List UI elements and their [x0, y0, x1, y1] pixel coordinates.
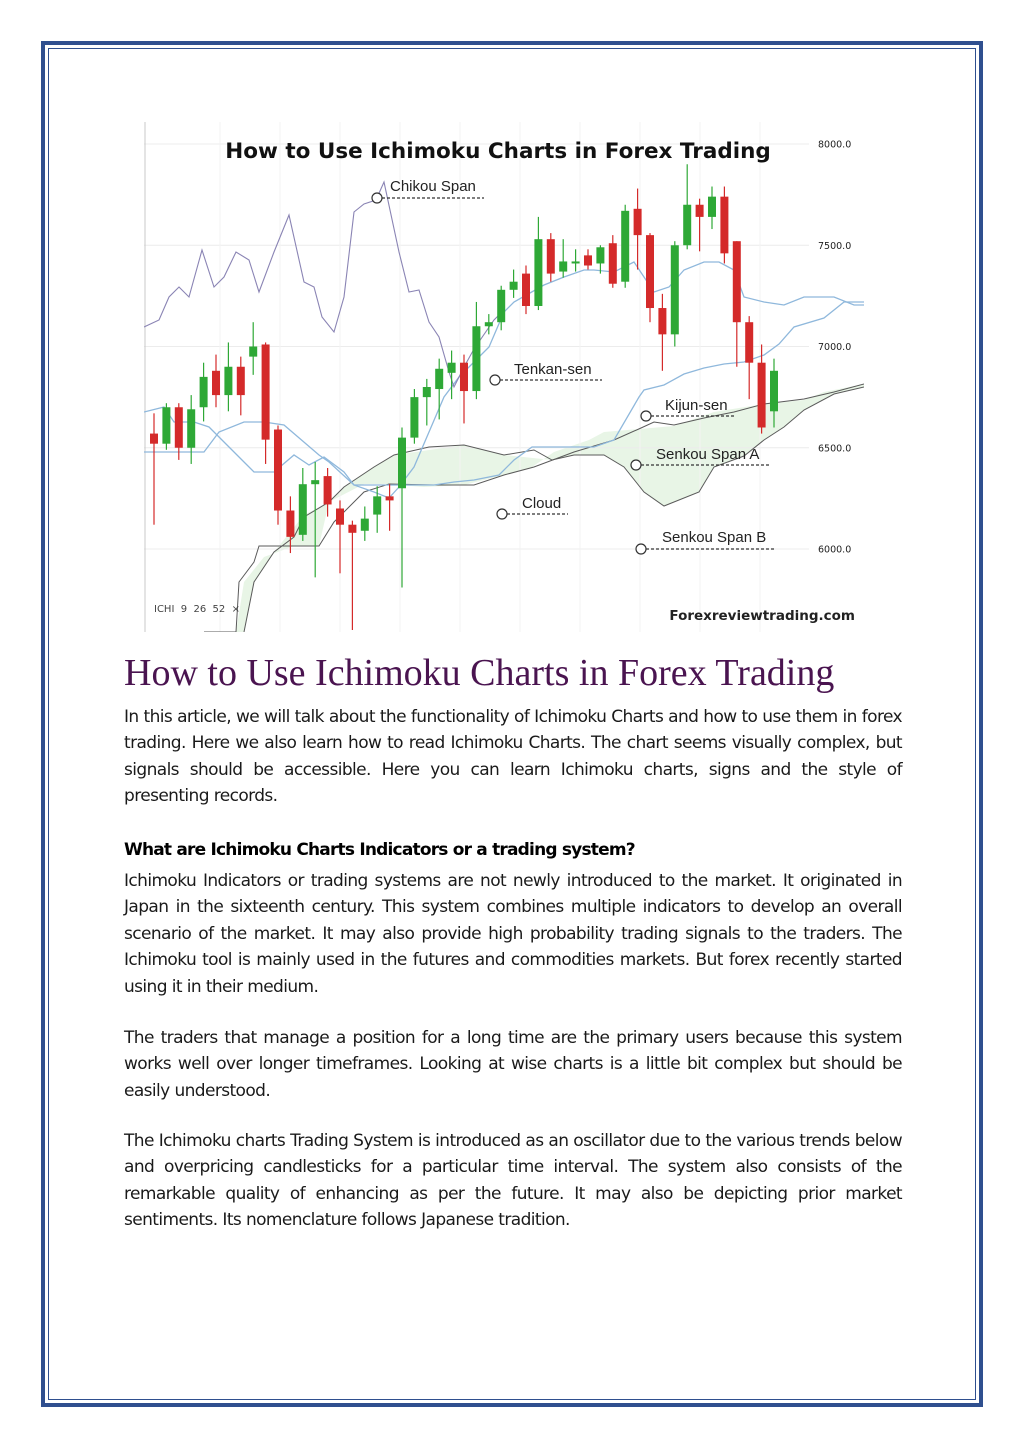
- intro-paragraph: In this article, we will talk about the functionality of Ichimoku Charts and how to use them in forex trading. Here we also learn how to read Ichimoku Charts. The chart seems visually complex, but signals should be accessible. Here you can learn Ichimoku charts, signs and the style of presenting records.: [124, 707, 902, 807]
- candle-bullish: [485, 322, 493, 326]
- candle-bearish: [646, 235, 654, 308]
- y-tick-label: 6000.0: [818, 544, 852, 556]
- candle-bearish: [150, 434, 158, 444]
- candle-bearish: [547, 239, 555, 273]
- senkou-b-marker-circle: [636, 544, 646, 554]
- kijun-label: Kijun-sen: [665, 397, 728, 414]
- senkou-a-label: Senkou Span A: [656, 446, 760, 463]
- candle-bullish: [559, 261, 567, 271]
- ichimoku-chart-svg: [144, 122, 864, 632]
- body-paragraph-3: The Ichimoku charts Trading System is introduced as an oscillator due to the various trends below and overpricing candlesticks for a particular time interval. The system also consists of the remarkable quality of enhancing as per the future. It may also be depicting prior market sentiments. Its nomenclature follows Japanese tradition.: [124, 1131, 902, 1231]
- kijun-marker-circle: [641, 411, 651, 421]
- candle-bearish: [386, 496, 394, 500]
- body-paragraph-1: Ichimoku Indicators or trading systems are not newly introduced to the market. It originated in Japan in the sixteenth century. This system combines multiple indicators to develop an overall scenario of the market. It may also provide high probability trading signals to the traders. The Ichimoku tool is mainly used in the futures and commodities markets. But forex recently started using it in their medium.: [124, 871, 902, 997]
- candle-bullish: [497, 290, 505, 322]
- candle-bearish: [522, 274, 530, 306]
- chikou-span-line: [144, 182, 504, 387]
- y-tick-label: 7500.0: [818, 240, 852, 252]
- candle-bearish: [720, 197, 728, 254]
- candle-bullish: [398, 438, 406, 489]
- y-tick-label: 6500.0: [818, 443, 852, 455]
- senkou-a-marker-circle: [631, 460, 641, 470]
- candle-bearish: [584, 255, 592, 265]
- body-paragraph-2: The traders that manage a position for a long time are the primary users because this system works well over longer timeframes. Looking at wise charts is a little bit complex but should be easily understood.: [124, 1028, 902, 1101]
- candle-bullish: [435, 369, 443, 389]
- candle-bearish: [696, 205, 704, 217]
- candle-bullish: [410, 397, 418, 438]
- candle-bullish: [187, 409, 195, 447]
- candle-bullish: [770, 371, 778, 412]
- ichimoku-chart-figure: [144, 122, 864, 632]
- article-title: How to Use Ichimoku Charts in Forex Trading: [124, 652, 835, 694]
- candle-bullish: [373, 496, 381, 514]
- candle-bullish: [596, 247, 604, 263]
- candle-bearish: [336, 509, 344, 525]
- chikou-label: Chikou Span: [390, 178, 476, 195]
- candle-bullish: [510, 282, 518, 290]
- candle-bullish: [448, 363, 456, 373]
- candle-bearish: [274, 430, 282, 511]
- candle-bearish: [609, 243, 617, 284]
- candle-bearish: [733, 241, 741, 322]
- candle-bullish: [683, 205, 691, 246]
- candle-bullish: [361, 519, 369, 531]
- y-axis-ticks: [818, 140, 851, 556]
- candle-bearish: [175, 407, 183, 448]
- candle-bullish: [162, 407, 170, 443]
- candle-bearish: [745, 322, 753, 363]
- candle-bearish: [634, 209, 642, 235]
- candle-bullish: [534, 239, 542, 306]
- candle-bullish: [472, 326, 480, 391]
- cloud-label: Cloud: [522, 495, 562, 512]
- section-heading: What are Ichimoku Charts Indicators or a trading system?: [124, 840, 635, 860]
- candle-bullish: [423, 387, 431, 397]
- candle-bearish: [460, 363, 468, 391]
- candle-bullish: [621, 211, 629, 282]
- indicator-tag: ICHI 9 26 52 ×: [154, 604, 241, 615]
- tenkan-label: Tenkan-sen: [514, 361, 592, 378]
- cloud-marker-circle: [497, 509, 507, 519]
- candle-bullish: [708, 197, 716, 217]
- candle-bearish: [324, 476, 332, 504]
- y-tick-label: 8000.0: [818, 139, 852, 151]
- candle-bearish: [262, 344, 270, 439]
- candle-bullish: [311, 480, 319, 484]
- candle-bearish: [286, 511, 294, 537]
- chart-title: How to Use Ichimoku Charts in Forex Trading: [225, 139, 771, 164]
- candle-bullish: [224, 367, 232, 395]
- candle-bearish: [348, 525, 356, 533]
- candle-bullish: [299, 484, 307, 535]
- y-tick-label: 7000.0: [818, 342, 852, 353]
- candle-bearish: [758, 363, 766, 428]
- candle-bearish: [237, 367, 245, 395]
- candle-bullish: [249, 347, 257, 357]
- candle-bearish: [658, 308, 666, 334]
- senkou-b-label: Senkou Span B: [662, 529, 767, 546]
- candle-bearish: [212, 371, 220, 395]
- watermark: Forexreviewtrading.com: [669, 608, 855, 624]
- candle-bullish: [671, 245, 679, 334]
- tenkan-marker-circle: [490, 375, 500, 385]
- candle-bullish: [200, 377, 208, 407]
- candle-bullish: [572, 261, 580, 263]
- chikou-marker-circle: [372, 193, 382, 203]
